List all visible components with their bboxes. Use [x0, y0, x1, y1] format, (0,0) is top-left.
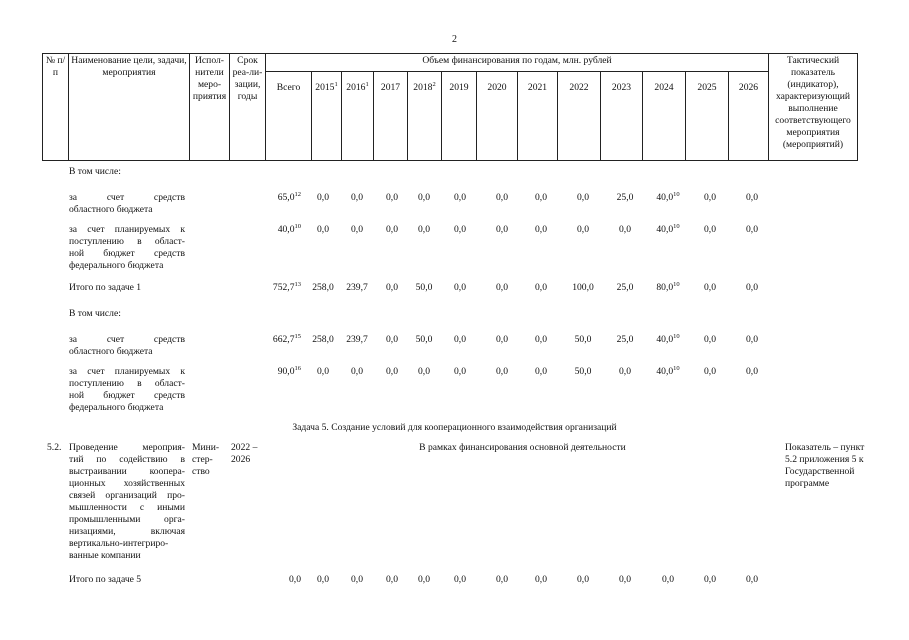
header-year-2016: 2016$^1$: [342, 71, 374, 160]
row-value-2023: 0,0: [619, 224, 631, 235]
row-value-2015: 258,0: [312, 282, 334, 293]
header-name: Наименование цели, задачи, мероприятия: [69, 54, 190, 161]
row-label: Итого по задаче 1: [69, 282, 142, 293]
header-year-2024: 2024: [643, 71, 686, 160]
row-value-2020: 0,0: [496, 192, 508, 203]
row-value-2016: 239,7: [346, 282, 368, 293]
row-value-2017: 0,0: [386, 334, 398, 345]
row-value-2025: 0,0: [704, 282, 716, 293]
header-executors: Испол-нители меро-приятия: [190, 54, 230, 161]
row-value-2016: 0,0: [351, 192, 363, 203]
header-year-2022: 2022: [558, 71, 601, 160]
row-value-2024: 40,0$^{10}$: [656, 333, 680, 345]
task5-total: 0,0: [289, 574, 301, 585]
header-year-2017: 2017: [374, 71, 408, 160]
header-year-2018: 2018$^2$: [408, 71, 442, 160]
row-value-2018: 0,0: [418, 224, 430, 235]
row-value-2026: 0,0: [746, 334, 758, 345]
row-value-2020: 0,0: [496, 366, 508, 377]
header-funding: Объем финансирования по годам, млн. рублей: [266, 54, 769, 72]
header-no: № п/п: [43, 54, 69, 161]
row-value-2024: 40,0$^{10}$: [656, 191, 680, 203]
row-value-2015: 0,0: [317, 192, 329, 203]
header-total: Всего: [266, 71, 312, 160]
row-total: 65,0$^{12}$: [277, 191, 301, 203]
task5-value-2020: 0,0: [496, 574, 508, 585]
header-table: [42, 53, 858, 161]
subsection-label: В том числе:: [69, 308, 121, 319]
header-year-2026: 2026: [729, 71, 769, 160]
row-label: за счет средств областного бюджета: [69, 192, 185, 215]
row-value-2021: 0,0: [535, 192, 547, 203]
row-value-2023: 25,0: [616, 282, 634, 293]
row-value-2020: 0,0: [496, 224, 508, 235]
task5-value-2021: 0,0: [535, 574, 547, 585]
item-term: 2022 – 2026: [231, 442, 258, 465]
row-value-2016: 0,0: [351, 366, 363, 377]
row-value-2019: 0,0: [454, 224, 466, 235]
task5-value-2026: 0,0: [746, 574, 758, 585]
row-value-2018: 0,0: [418, 192, 430, 203]
row-value-2021: 0,0: [535, 224, 547, 235]
row-total: 40,0$^{10}$: [277, 223, 301, 235]
row-value-2015: 0,0: [317, 366, 329, 377]
item-name: Проведение мероприя- тий по содействию в выстраивании коопера- ционных хозяйственных связей организаций про- мышленности с иными промышленными орга- низациями, включая вертикально-интегриро- ванные компании: [69, 442, 185, 561]
row-value-2026: 0,0: [746, 282, 758, 293]
row-value-2016: 0,0: [351, 224, 363, 235]
row-value-2022: 50,0: [574, 334, 592, 345]
row-value-2025: 0,0: [704, 192, 716, 203]
row-total: 752,7$^{13}$: [272, 281, 301, 293]
row-value-2021: 0,0: [535, 366, 547, 377]
row-value-2024: 40,0$^{10}$: [656, 223, 680, 235]
row-value-2017: 0,0: [386, 224, 398, 235]
item-number: 5.2.: [47, 442, 62, 453]
row-value-2019: 0,0: [454, 282, 466, 293]
header-year-2019: 2019: [442, 71, 477, 160]
funding-note: В рамках финансирования основной деятельности: [419, 442, 626, 453]
row-value-2022: 0,0: [577, 224, 589, 235]
row-value-2015: 258,0: [312, 334, 334, 345]
row-value-2024: 40,0$^{10}$: [656, 365, 680, 377]
row-total: 662,7$^{15}$: [272, 333, 301, 345]
row-value-2023: 0,0: [619, 366, 631, 377]
header-year-2015: 2015$^1$: [312, 71, 342, 160]
task5-value-2023: 0,0: [619, 574, 631, 585]
row-value-2018: 50,0: [415, 334, 433, 345]
page-number: 2: [452, 34, 457, 45]
row-value-2017: 0,0: [386, 192, 398, 203]
item-executor: Мини- стер- ство: [192, 442, 220, 477]
task5-value-2017: 0,0: [386, 574, 398, 585]
row-value-2019: 0,0: [454, 366, 466, 377]
row-value-2018: 50,0: [415, 282, 433, 293]
header-year-2023: 2023: [601, 71, 643, 160]
row-value-2022: 50,0: [574, 366, 592, 377]
task5-value-2019: 0,0: [454, 574, 466, 585]
row-value-2025: 0,0: [704, 366, 716, 377]
row-value-2019: 0,0: [454, 192, 466, 203]
item-indicator: Показатель – пункт 5.2 приложения 5 к Государственной программе: [785, 442, 865, 489]
task5-total-label: Итого по задаче 5: [69, 574, 142, 585]
header-term: Срок реа-ли-зации, годы: [230, 54, 266, 161]
task5-value-2024: 0,0: [662, 574, 674, 585]
row-total: 90,0$^{16}$: [277, 365, 301, 377]
task5-value-2022: 0,0: [577, 574, 589, 585]
row-label: за счет средств областного бюджета: [69, 334, 185, 357]
task-title: Задача 5. Создание условий для кооперационного взаимодействия организаций: [292, 422, 617, 433]
row-value-2020: 0,0: [496, 282, 508, 293]
row-value-2026: 0,0: [746, 224, 758, 235]
row-value-2018: 0,0: [418, 366, 430, 377]
row-value-2026: 0,0: [746, 192, 758, 203]
header-year-2025: 2025: [686, 71, 729, 160]
row-value-2015: 0,0: [317, 224, 329, 235]
task5-value-2015: 0,0: [317, 574, 329, 585]
row-value-2017: 0,0: [386, 282, 398, 293]
row-value-2023: 25,0: [616, 334, 634, 345]
row-value-2021: 0,0: [535, 334, 547, 345]
header-indicator: Тактический показатель (индикатор), характеризующий выполнение соответствующего мероприятия (мероприятий): [769, 54, 858, 161]
row-label: за счет планируемых к поступлению в област- ной бюджет средств федерального бюджета: [69, 224, 185, 271]
row-value-2019: 0,0: [454, 334, 466, 345]
task5-value-2016: 0,0: [351, 574, 363, 585]
row-value-2021: 0,0: [535, 282, 547, 293]
header-year-2020: 2020: [477, 71, 518, 160]
row-value-2026: 0,0: [746, 366, 758, 377]
row-value-2023: 25,0: [616, 192, 634, 203]
row-label: за счет планируемых к поступлению в област- ной бюджет средств федерального бюджета: [69, 366, 185, 413]
row-value-2022: 0,0: [577, 192, 589, 203]
header-year-2021: 2021: [518, 71, 558, 160]
subsection-label: В том числе:: [69, 166, 121, 177]
row-value-2025: 0,0: [704, 334, 716, 345]
row-value-2017: 0,0: [386, 366, 398, 377]
row-value-2025: 0,0: [704, 224, 716, 235]
row-value-2024: 80,0$^{10}$: [656, 281, 680, 293]
row-value-2022: 100,0: [572, 282, 594, 293]
row-value-2020: 0,0: [496, 334, 508, 345]
row-value-2016: 239,7: [346, 334, 368, 345]
task5-value-2018: 0,0: [418, 574, 430, 585]
task5-value-2025: 0,0: [704, 574, 716, 585]
